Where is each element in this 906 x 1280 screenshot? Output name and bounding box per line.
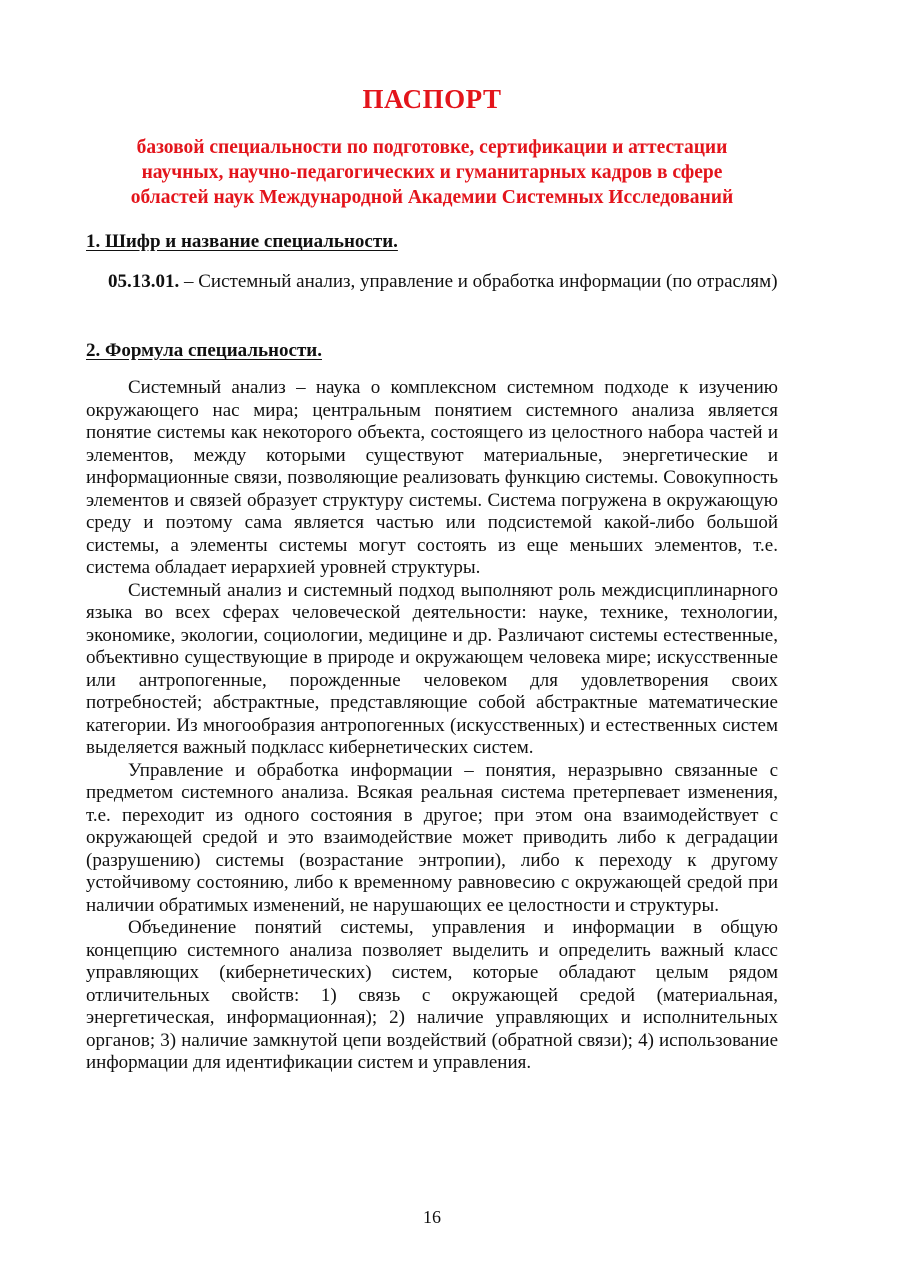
section-heading-specialty-formula: 2. Формула специальности. bbox=[86, 340, 322, 361]
subtitle-line: областей наук Международной Академии Системных Исследований bbox=[130, 187, 734, 208]
subtitle-line: базовой специальности по подготовке, сертификации и аттестации bbox=[136, 137, 728, 158]
body-paragraph: Системный анализ – наука о комплексном системном подходе к изучению окружающего нас мира; центральным понятием системного анализа является понятие системы как некоторого объекта, состоящего из целостного набора частей и элементов, между которыми существуют материальные, энергетические и информационные связи, позволяющие реализовать функцию системы. Совокупность элементов и связей образует структуру системы. Система погружена в окружающую среду и поэтому сама является частью или подсистемой какой-либо большой системы, а элементы системы могут состоять из еще меньших элементов, т.е. система обладает иерархией уровней структуры. bbox=[86, 377, 778, 578]
page-number: 16 bbox=[423, 1207, 441, 1227]
body-paragraph: Объединение понятий системы, управления и информации в общую концепцию системного анализа позволяет выделить и определить важный класс управляющих (кибернетических) систем, которые обладают целым рядом отличительных свойств: 1) связь с окружающей средой (материальная, энергетическая, информационная); 2) наличие управляющих и исполнительных органов; 3) наличие замкнутой цепи воздействий (обратной связи); 4) использование информации для идентификации систем и управления. bbox=[86, 917, 778, 1073]
specialty-entry bbox=[108, 270, 906, 294]
body-paragraph: Системный анализ и системный подход выполняют роль междисциплинарного языка во всех сферах человеческой деятельности: науке, технике, технологии, экономике, экологии, социологии, медицине и др. Различают системы естественные, объективно существующие в природе и окружающем человека мире; искусственные или антропогенные, порожденные человеком для удовлетворения своих потребностей; абстрактные, представляющие собой абстрактные математические категории. Из многообразия антропогенных (искусственных) и естественных систем выделяется важный подкласс кибернетических систем. bbox=[86, 579, 778, 758]
formula-body bbox=[86, 377, 778, 1075]
specialty-name: – Системный анализ, управление и обработка информации (по отраслям) bbox=[179, 271, 778, 292]
document-subtitle bbox=[86, 135, 778, 210]
body-paragraph: Управление и обработка информации – понятия, неразрывно связанные с предметом системного анализа. Всякая реальная система претерпевает изменения, т.е. переходит из одного состояния в другое; при этом она взаимодействует с окружающей средой и это взаимодействие может приводить либо к деградации (разрушению) системы (возрастание энтропии), либо к переходу к другому устойчивому состоянию, либо к временному равновесию с окружающей средой при наличии обратимых изменений, не нарушающих ее целостности и структуры. bbox=[86, 759, 778, 916]
specialty-code: 05.13.01. bbox=[108, 271, 180, 292]
section-heading-specialty-code: 1. Шифр и название специальности. bbox=[86, 231, 398, 252]
document-title: ПАСПОРТ bbox=[362, 84, 502, 114]
subtitle-line: научных, научно-педагогических и гуманитарных кадров в сфере bbox=[141, 162, 723, 183]
document-page bbox=[86, 0, 778, 1280]
